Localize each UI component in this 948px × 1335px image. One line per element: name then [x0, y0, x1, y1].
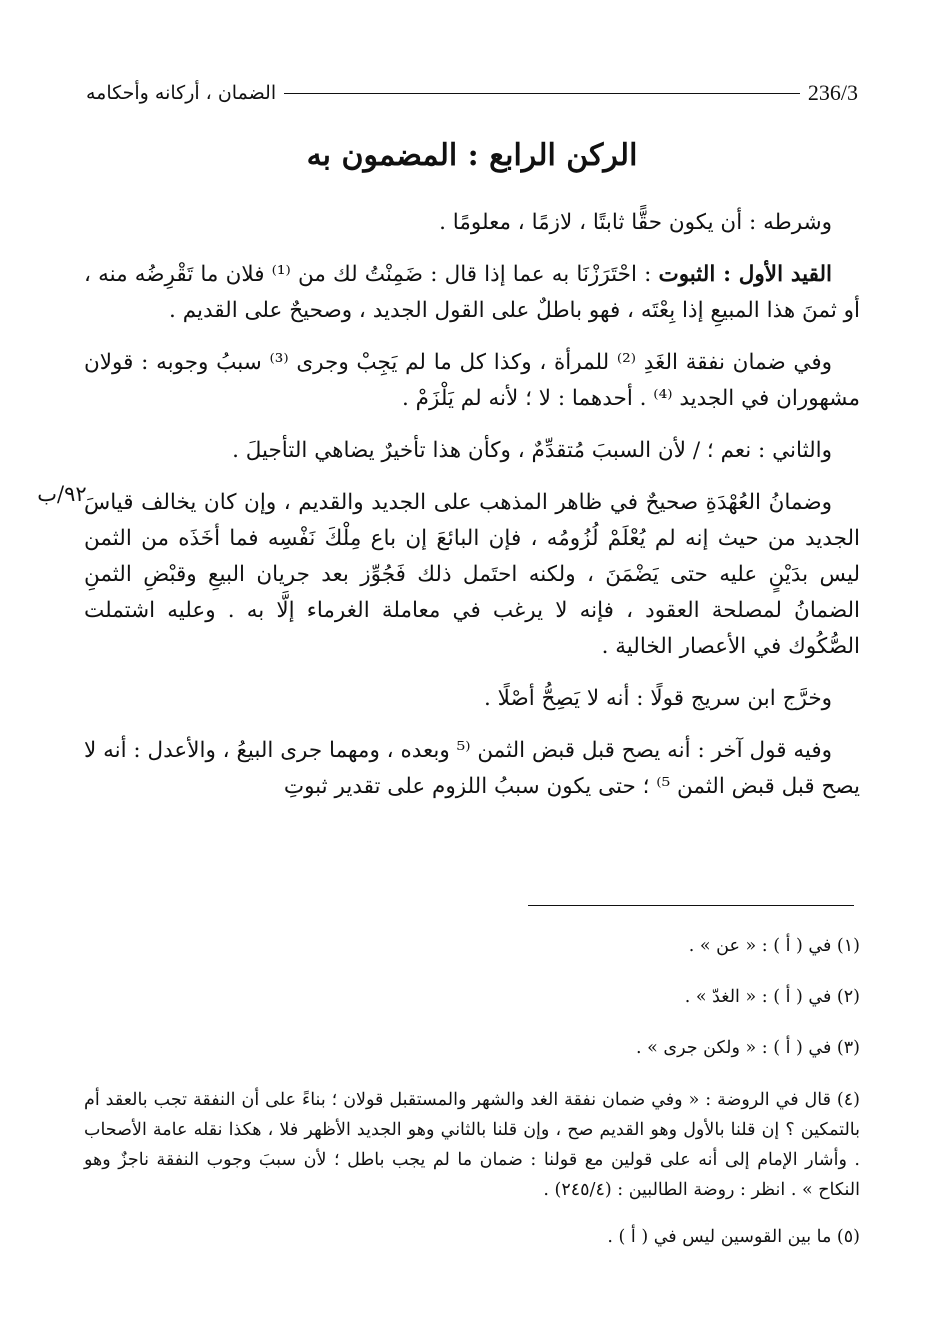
chapter-title: الركن الرابع : المضمون به	[306, 138, 638, 173]
footnote: (٣) في ( أ ) : « ولكن جرى » .	[636, 1038, 860, 1058]
paragraph-first-restriction	[84, 257, 860, 329]
footnote: (٤) قال في الروضة : « وفي ضمان نفقة الغد والشهر والمستقبل قولان ؛ بناءً على أن النفقة تجب بالعقد أم بالتمكين ؟ إن قلنا بالأول وهو القديم صح ، وإن قلنا بالثاني وهو الجديد الأظهر فلا ، هكذا نقله عامة الأصحاب . وأشار الإمام إلى أنه على قولين مع قولنا : ضمان ما لم يجب باطل ؛ لأن سببَ وجوب النفقة ناجزٌ وهو النكاح » . انظر : روضة الطالبين : (٢٤٥/٤) .	[84, 1090, 860, 1200]
footnote: (٥) ما بين القوسين ليس في ( أ ) .	[607, 1227, 860, 1247]
main-text	[84, 205, 860, 821]
paragraph-maintenance: وفي ضمان نفقة الغَدِ ⁽²⁾ للمرأة ، وكذا كل ما لم يَجِبْ وجرى ⁽³⁾ سببُ وجوبه : قولان مشهوران في الجديد ⁽⁴⁾ . أحدهما : لا ؛ لأنه لم يَلْزَمْ .	[84, 350, 860, 411]
footnotes	[84, 932, 860, 1274]
running-header	[86, 78, 858, 108]
running-header-title: الضمان ، أركانه وأحكامه	[86, 82, 277, 104]
paragraph-second-opinion: والثاني : نعم ؛ / لأن السببَ مُتقدِّمٌ ، وكأن هذا تأخيرٌ يضاهي التأجيلَ .	[232, 438, 832, 463]
restriction-text: : احْتَرَزْنَا به عما إذا قال : ضَمِنْتُ لك من ⁽¹⁾ فلان ما تَقْرِضُه منه ، أو ثمنَ هذا المبيعِ إذا بِعْتَه ، فهو باطلٌ على القول الجديد ، وصحيحٌ على القديم .	[84, 262, 860, 323]
restriction-heading: القيد الأول : الثبوت	[658, 262, 833, 287]
paragraph-ibn-surayj: وخرَّج ابن سريج قولًا : أنه لا يَصِحُّ أصْلًا .	[483, 686, 832, 711]
footnote: (٢) في ( أ ) : « الغدّ » .	[684, 987, 860, 1007]
page-number: 236/3	[807, 80, 858, 105]
footnote-separator	[528, 905, 854, 906]
paragraph-condition: وشرطه : أن يكون حقًّا ثابتًا ، لازمًا ، معلومًا .	[439, 210, 832, 235]
paragraph-guarantee-of-title: وضمانُ العُهْدَةِ صحيحٌ في ظاهر المذهب على الجديد والقديم ، وإن كان يخالف قياسَ الجديد من حيث إنه لم يُعْلَمْ لُزُومُه ، فإن البائعَ إن باع مِلْكَ نَفْسِه فما أخَذَه من الثمن ليس بدَيْنٍ عليه حتى يَضْمَنَ ، ولكنه احتَمل ذلك فَجُوِّز بعد جريان البيعِ وقبْضِ الثمنِ الضمانُ لمصلحة العقود ، فإنه لا يرغب في معاملة الغرماء إلَّا به . وعليه اشتملت الصُّكُوك في الأعصار الخالية .	[84, 490, 860, 659]
manuscript-folio-marker: ٩٢/ب	[37, 482, 87, 506]
paragraph-another-opinion: وفيه قول آخر : أنه يصح قبل قبض الثمن ⁽⁵ وبعده ، ومهما جرى البيعُ ، والأعدل : أنه لا يصح قبل قبض الثمن ⁵⁾ ؛ حتى يكون سببُ اللزوم على تقدير ثبوتِ	[84, 738, 860, 799]
footnote: (١) في ( أ ) : « عن » .	[688, 936, 860, 956]
header-rule	[284, 93, 800, 94]
